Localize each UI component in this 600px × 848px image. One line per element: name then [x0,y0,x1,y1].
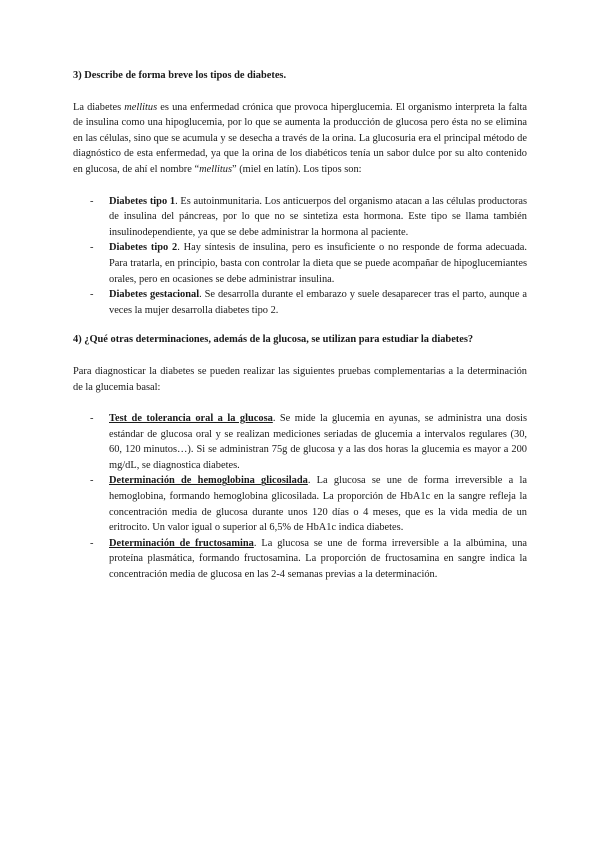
list-item [73,194,527,241]
bullet-dash: - [90,537,94,549]
bullet-dash: - [90,289,94,301]
list-item [73,411,527,473]
section-4-intro: Para diagnosticar la diabetes se pueden realizar las siguientes pruebas complementarias a la determinación de la glucemia basal: [73,365,527,393]
mellitus-term: mellitus [199,163,232,175]
list-item-term: Diabetes tipo 2 [109,242,178,254]
list-item-text: . Se desarrolla durante el embarazo y suele desaparecer tras el parto, aunque a veces la mujer desarrolla diabetes tipo 2. [109,289,527,316]
mellitus-term: mellitus [124,101,158,113]
list-item [73,287,527,318]
list-item [73,473,527,535]
list-item-term: Diabetes gestacional [109,289,200,301]
diabetes-types-list [73,194,527,319]
list-item [73,240,527,287]
list-item-text: . La glucosa se une de forma irreversible a la albúmina, una proteína plasmática, formando fructosamina. La proporción de fructosamina en sangre indica la concentración media de glucosa en las 2-4 semanas previas a la determinación. [109,537,527,581]
bullet-dash: - [90,475,94,487]
bullet-dash: - [90,195,94,207]
document-page [73,68,527,583]
section-3-intro: La diabetes mellitus es una enfermedad crónica que provoca hiperglucemia. El organismo interpreta la falta de insulina como una hipoglucemia, por lo que se aumenta la producción de glucosa pero ésta no se elimina en las células, sino que se acumula y se desecha a través de la orina. La glucosuria era el principal método de diagnóstico de esta enfermedad, ya que la orina de los diabéticos tenía un sabor dulce por su alto contenido en glucosa, de ahí el nombre “mellitus” (miel en latín). Los tipos son: [73,101,527,175]
section-4-heading: 4) ¿Qué otras determinaciones, además de la glucosa, se utilizan para estudiar la diabetes? [73,334,474,346]
list-item-text: . Se mide la glucemia en ayunas, se administra una dosis estándar de glucosa oral y se realizan mediciones seriadas de glucemia a intervalos regulares (30, 60, 120 minutos…). Si se administran 75g de glucosa y a las dos horas la glucemia es mayor a 200 mg/dL, se diagnostica diabetes. [109,413,527,471]
list-item-term: Determinación de hemoglobina glicosilada [109,475,308,487]
list-item-text: . Hay síntesis de insulina, pero es insuficiente o no responde de forma adecuada. Para tratarla, en principio, basta con controlar la dieta que se puede acompañar de hipoglucemiantes orales, pero en ocasiones se debe administrar insulina. [109,242,527,285]
bullet-dash: - [90,413,94,425]
section-3-heading: 3) Describe de forma breve los tipos de diabetes. [73,70,287,81]
bullet-dash: - [90,242,94,254]
list-item-term: Determinación de fructosamina [109,537,254,549]
diagnostic-tests-list [73,411,527,583]
list-item-text: . Es autoinmunitaria. Los anticuerpos del organismo atacan a las células productoras de insulina del páncreas, por lo que no se sintetiza esta hormona. Este tipo se llama también insulinodependiente, ya que se debe administrar la hormona al paciente. [109,195,527,238]
list-item [73,536,527,583]
list-item-text: . La glucosa se une de forma irreversible a la hemoglobina, formando hemoglobina glicosilada. La proporción de HbA1c en la sangre refleja la concentración media de glucosa durante unos 120 días o 4 meses, que es la vida media de un eritrocito. Un valor igual o superior al 6,5% de HbA1c indica diabetes. [109,475,527,534]
list-item-term: Diabetes tipo 1 [109,195,176,207]
list-item-term: Test de tolerancia oral a la glucosa [109,413,273,425]
